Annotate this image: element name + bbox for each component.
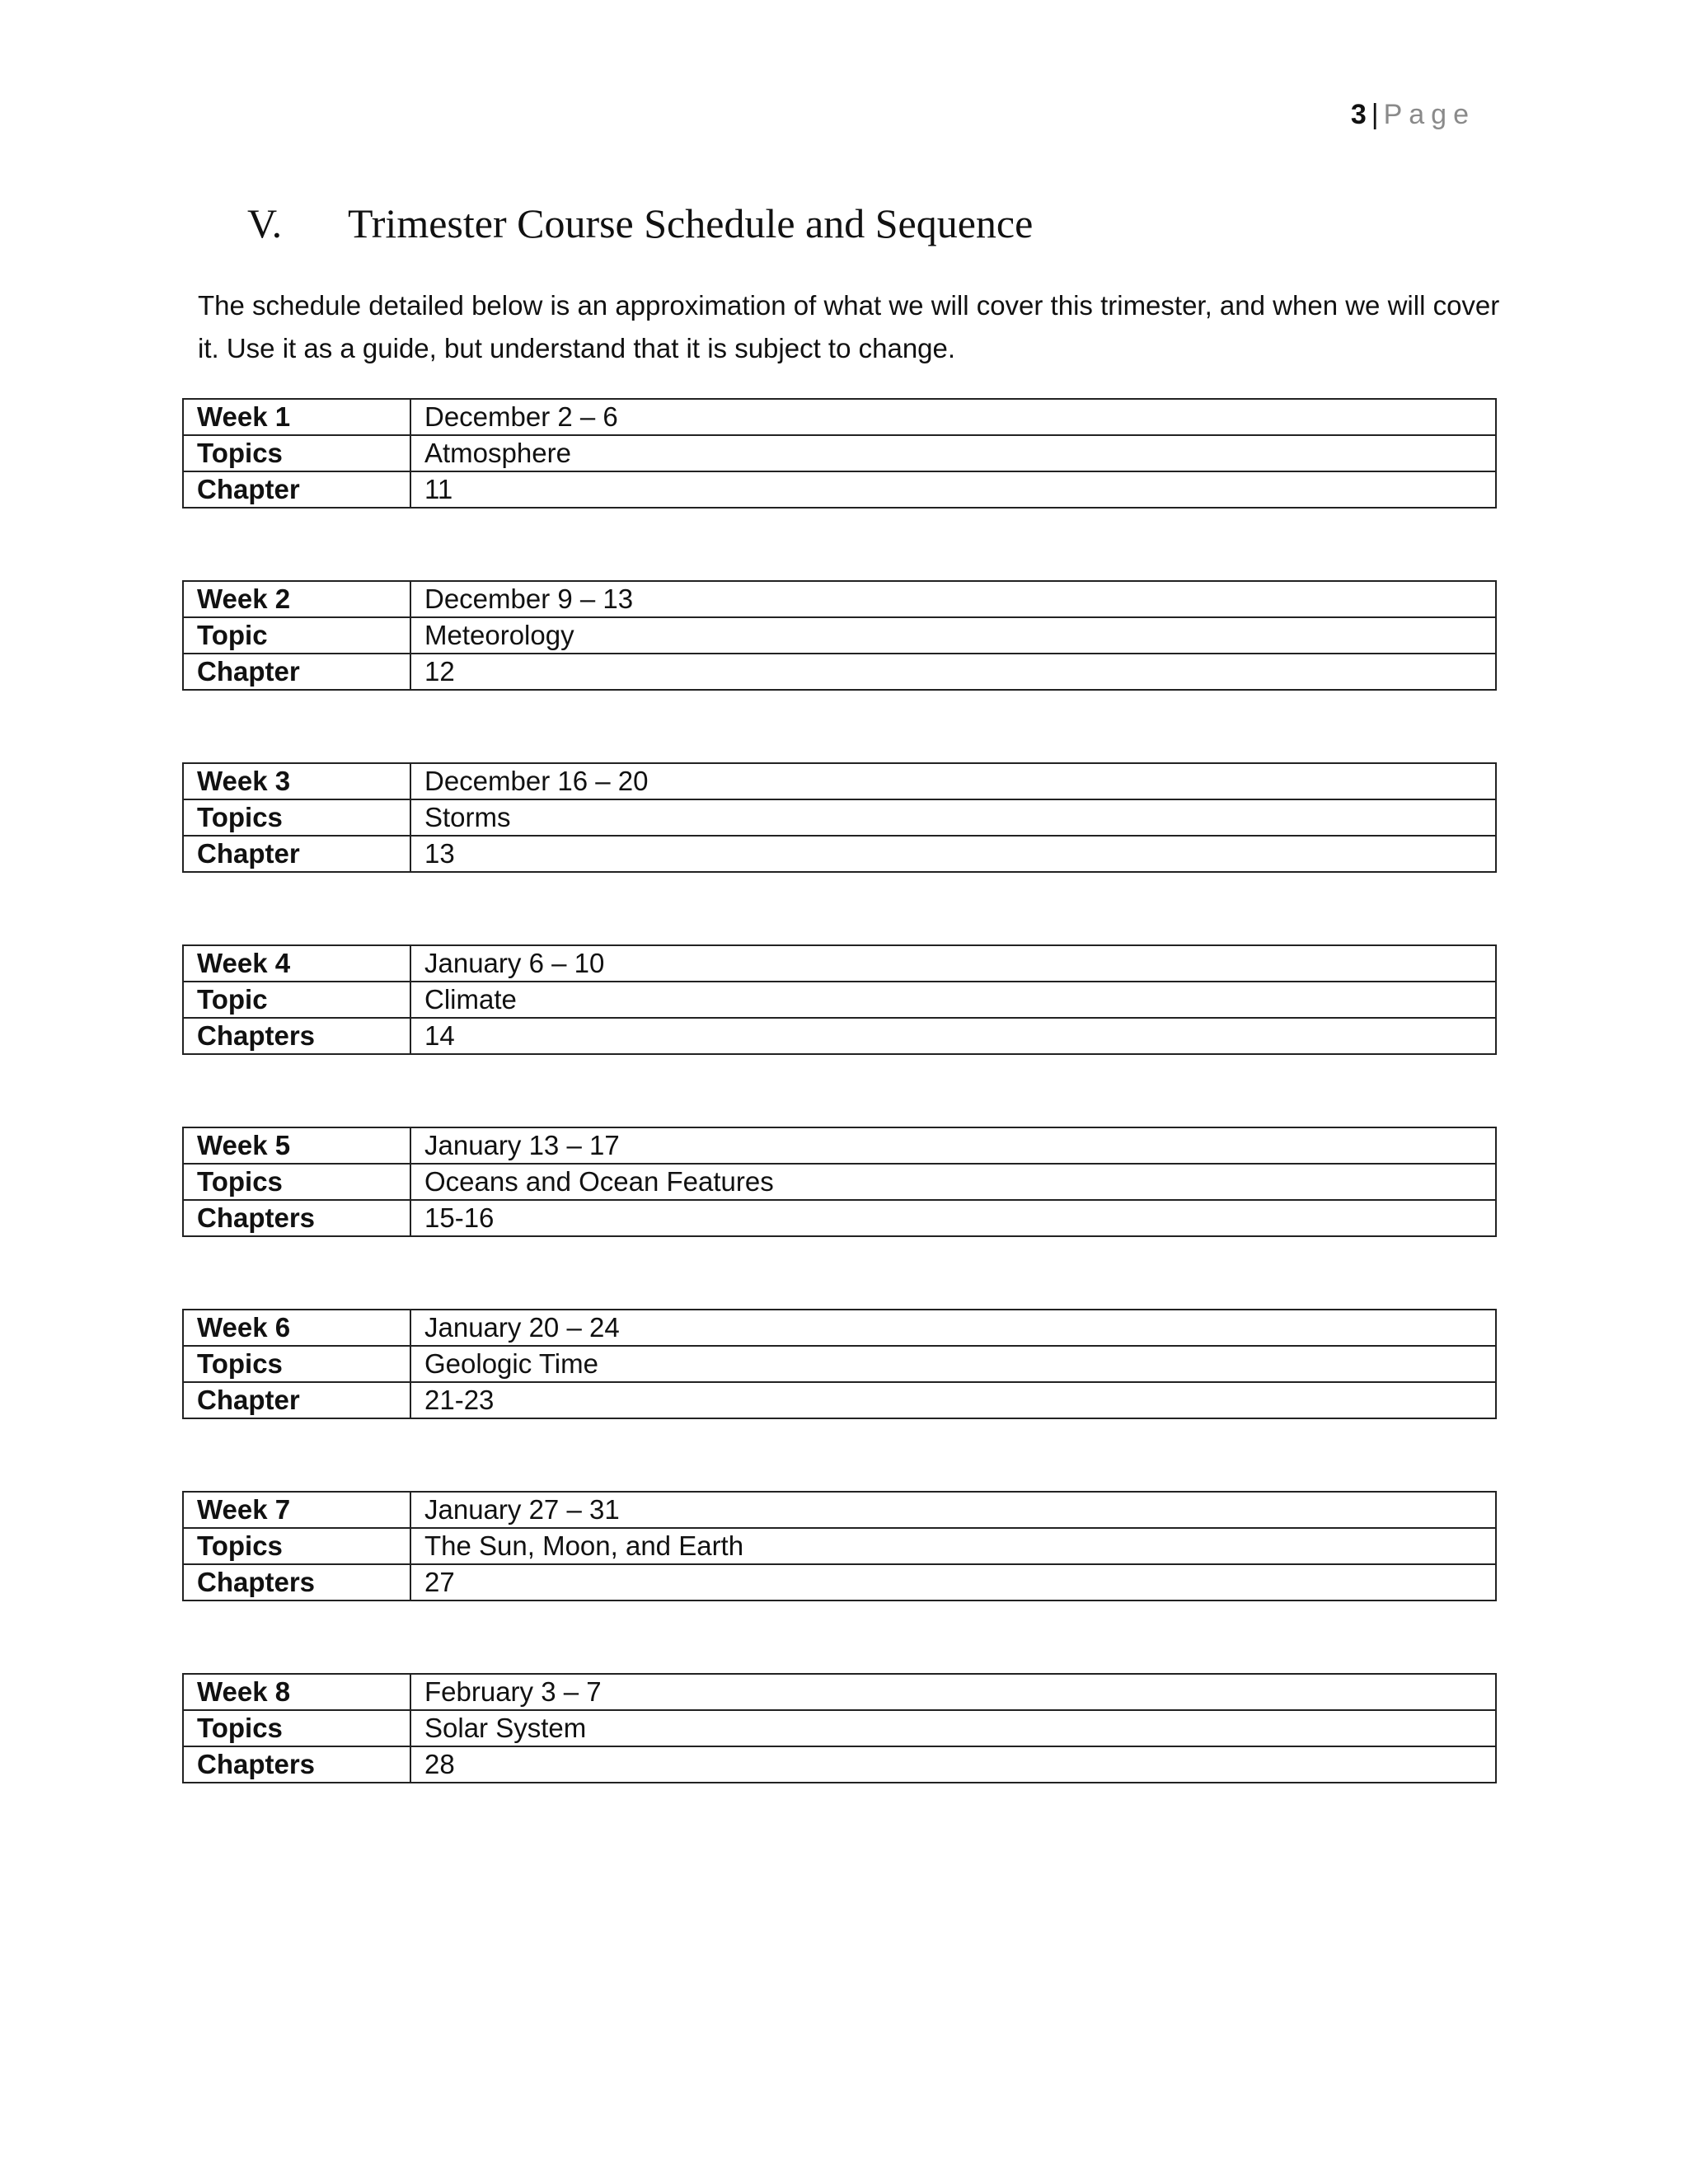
topics-value: Oceans and Ocean Features (410, 1164, 1496, 1200)
table-row (183, 799, 1496, 836)
chapter-value: 13 (410, 836, 1496, 872)
week-table (182, 398, 1497, 509)
intro-paragraph: The schedule detailed below is an approximation of what we will cover this trimester, and when we will cover it. Use it as a guide, but understand that it is subject to change. (198, 290, 1500, 363)
table-row (183, 945, 1496, 982)
topics-label: Topic (183, 982, 410, 1018)
week-label: Week 3 (183, 763, 410, 799)
week-label: Week 5 (183, 1127, 410, 1164)
table-row (183, 1127, 1496, 1164)
table-row (183, 1382, 1496, 1418)
week-label: Week 7 (183, 1492, 410, 1528)
topics-value: Geologic Time (410, 1346, 1496, 1382)
table-row (183, 399, 1496, 435)
page-number: 3 (1350, 99, 1367, 130)
table-row (183, 1746, 1496, 1783)
table-row (183, 1492, 1496, 1528)
table-row (183, 1164, 1496, 1200)
week-dates: December 9 – 13 (410, 581, 1496, 617)
table-row (183, 982, 1496, 1018)
week-table (182, 1673, 1497, 1783)
week-table (182, 944, 1497, 1055)
table-row (183, 1674, 1496, 1710)
topics-value: The Sun, Moon, and Earth (410, 1528, 1496, 1564)
week-dates: January 6 – 10 (410, 945, 1496, 982)
chapter-label: Chapter (183, 654, 410, 690)
topics-label: Topics (183, 435, 410, 471)
chapter-value: 28 (410, 1746, 1496, 1783)
table-row (183, 1310, 1496, 1346)
table-row (183, 1528, 1496, 1564)
table-row (183, 763, 1496, 799)
topics-value: Storms (410, 799, 1496, 836)
week-table (182, 580, 1497, 691)
week-label: Week 1 (183, 399, 410, 435)
week-dates: February 3 – 7 (410, 1674, 1496, 1710)
table-row (183, 1710, 1496, 1746)
week-label: Week 4 (183, 945, 410, 982)
table-row (183, 617, 1496, 654)
section-heading: Trimester Course Schedule and Sequence (348, 200, 1034, 246)
chapter-value: 11 (410, 471, 1496, 508)
section-title (247, 199, 1033, 247)
table-row (183, 581, 1496, 617)
chapter-value: 12 (410, 654, 1496, 690)
table-row (183, 1564, 1496, 1601)
chapter-label: Chapters (183, 1746, 410, 1783)
week-dates: January 27 – 31 (410, 1492, 1496, 1528)
topics-label: Topics (183, 1164, 410, 1200)
week-dates: December 16 – 20 (410, 763, 1496, 799)
week-dates: January 20 – 24 (410, 1310, 1496, 1346)
week-table (182, 762, 1497, 873)
chapter-label: Chapters (183, 1018, 410, 1054)
page-separator: | (1371, 99, 1379, 130)
table-row (183, 435, 1496, 471)
week-label: Week 6 (183, 1310, 410, 1346)
chapter-label: Chapter (183, 836, 410, 872)
chapter-value: 15-16 (410, 1200, 1496, 1236)
topics-value: Meteorology (410, 617, 1496, 654)
topics-label: Topics (183, 799, 410, 836)
topics-label: Topics (183, 1710, 410, 1746)
table-row (183, 1200, 1496, 1236)
chapter-value: 27 (410, 1564, 1496, 1601)
table-row (183, 1018, 1496, 1054)
topics-value: Solar System (410, 1710, 1496, 1746)
week-schedule (182, 398, 1497, 1855)
topics-value: Climate (410, 982, 1496, 1018)
topics-label: Topic (183, 617, 410, 654)
topics-label: Topics (183, 1346, 410, 1382)
chapter-label: Chapters (183, 1564, 410, 1601)
table-row (183, 1346, 1496, 1382)
week-label: Week 2 (183, 581, 410, 617)
table-row (183, 471, 1496, 508)
week-label: Week 8 (183, 1674, 410, 1710)
week-dates: December 2 – 6 (410, 399, 1496, 435)
page-header (1351, 99, 1475, 131)
section-numeral: V. (247, 200, 283, 246)
chapter-value: 14 (410, 1018, 1496, 1054)
chapter-label: Chapter (183, 1382, 410, 1418)
table-row (183, 654, 1496, 690)
week-table (182, 1127, 1497, 1237)
week-table (182, 1309, 1497, 1419)
topics-value: Atmosphere (410, 435, 1496, 471)
topics-label: Topics (183, 1528, 410, 1564)
chapter-label: Chapters (183, 1200, 410, 1236)
table-row (183, 836, 1496, 872)
week-dates: January 13 – 17 (410, 1127, 1496, 1164)
week-table (182, 1491, 1497, 1601)
chapter-value: 21-23 (410, 1382, 1496, 1418)
chapter-label: Chapter (183, 471, 410, 508)
page-word: Page (1383, 99, 1475, 130)
